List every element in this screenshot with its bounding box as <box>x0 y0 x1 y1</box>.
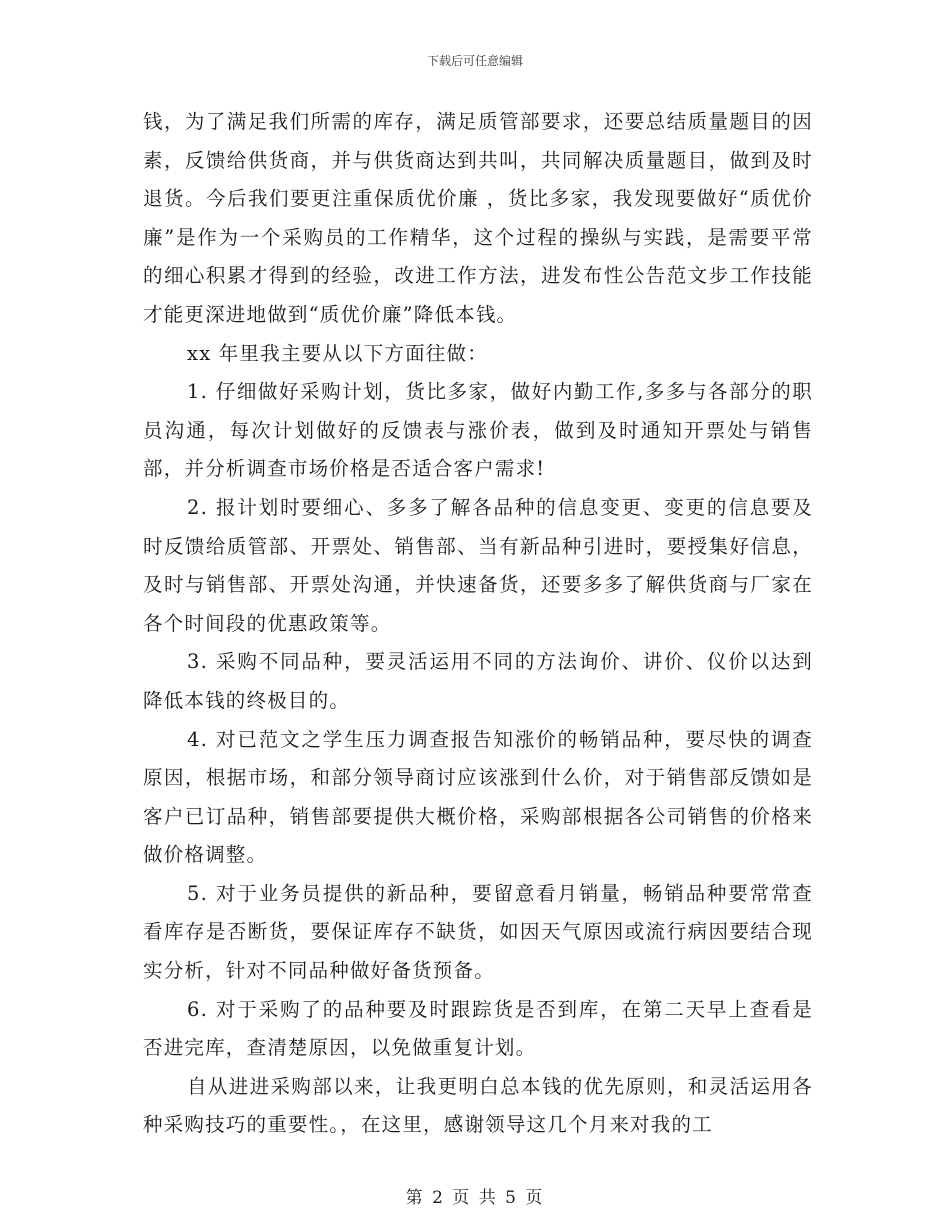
document-body <box>143 103 813 1145</box>
paragraph-intro: xx 年里我主要从以下方面往做： <box>187 341 488 365</box>
page-number-footer: 第 2 页 共 5 页 <box>405 1188 545 1208</box>
paragraph-closing: 自从进进采购部以来，让我更明白总本钱的优先原则，和灵活运用各种采购技巧的重要性。，在这里，感谢领导这几个月来对我的工 <box>143 1074 813 1137</box>
paragraph-item-5: 5. 对于业务员提供的新品种，要留意看月销量，畅销品种要常常查看库存是否断货，要保证库存不缺货，如因天气原因或流行病因要结合现实分析，针对不同品种做好备货预备。 <box>143 881 813 983</box>
paragraph-item-3: 3. 采购不同品种，要灵活运用不同的方法询价、讲价、仪价以达到降低本钱的终极目的。 <box>143 650 813 712</box>
paragraph-item-4: 4. 对已范文之学生压力调查报告知涨价的畅销品种，要尽快的调查原因，根据市场，和部分领导商讨应该涨到什么价，对于销售部反馈如是客户已订品种，销售部要提供大概价格，采购部根据各公司销售的价格来做价格调整。 <box>143 727 813 867</box>
paragraph-item-2: 2. 报计划时要细心、多多了解各品种的信息变更、变更的信息要及时反馈给质管部、开票处、销售部、当有新品种引进时，要授集好信息，及时与销售部、开票处沟通，并快速备货，还要多多了解供货商与厂家在各个时间段的优惠政策等。 <box>143 495 813 635</box>
page-header: 下载后可任意编辑 <box>426 54 523 68</box>
paragraph-item-1: 1. 仔细做好采购计划，货比多家，做好内勤工作,多多与各部分的职员沟通，每次计划做好的反馈表与涨价表，做到及时通知开票处与销售部，并分析调查市场价格是否适合客户需求! <box>143 380 813 481</box>
paragraph-item-6: 6. 对于采购了的品种要及时跟踪货是否到库，在第二天早上查看是否进完库，查清楚原因，以免做重复计划。 <box>143 997 813 1060</box>
paragraph-continuation: 钱，为了满足我们所需的库存，满足质管部要求，还要总结质量题目的因素，反馈给供货商，并与供货商达到共叫，共同解决质量题目，做到及时退货。今后我们要更注重保质优价廉 ，货比多家，我发现要做好“质优价廉”是作为一个采购员的工作精华，这个过程的操纵与实践，是需要平常的细心积累才得到的经验，改进工作方法，进发布性公告范文步工作技能才能更深进地做到“质优价廉”降低本钱。 <box>143 110 813 326</box>
